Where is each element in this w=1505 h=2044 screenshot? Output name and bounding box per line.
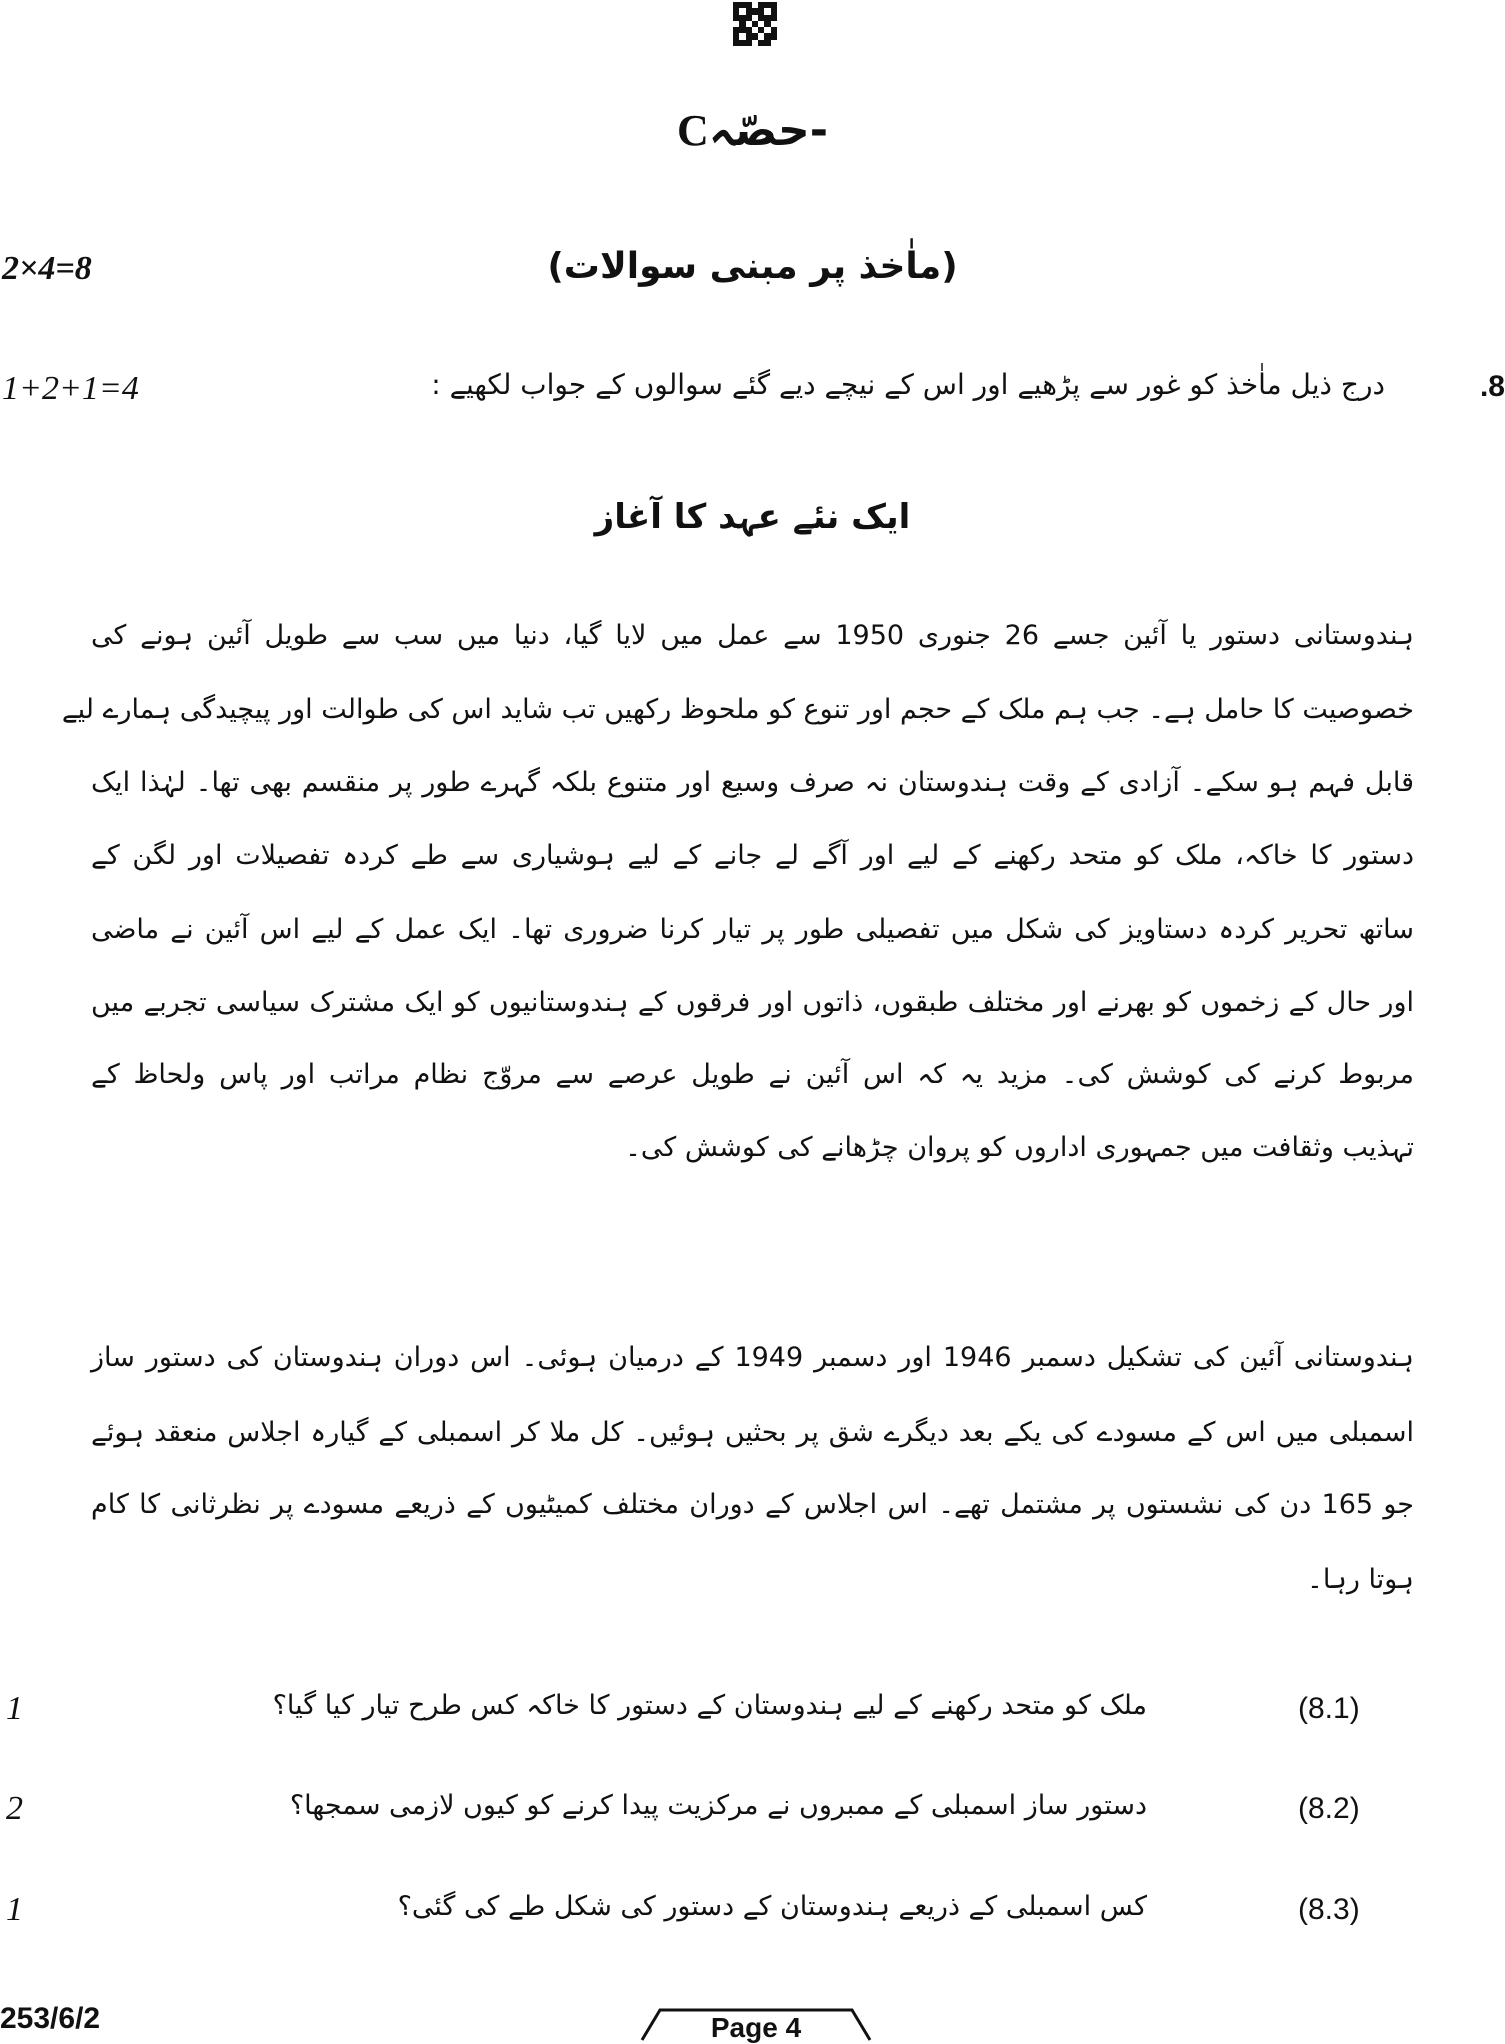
page-number-badge [640,2002,872,2042]
question-instruction: درج ذیل ماٰخذ کو غور سے پڑھیے اور اس کے نیچے دیے گئے سوالوں کے جواب لکھیے : [431,368,1385,401]
paragraph-line: ہندوستانی آئین کی تشکیل دسمبر 1946 اور دسمبر 1949 کے درمیان ہوئی۔ اس دوران ہندوستان کی دستور ساز [91,1342,1414,1373]
paragraph-line: قابل فہم ہو سکے۔ آزادی کے وقت ہندوستان نہ صرف وسیع اور متنوع بلکہ گہرے طور پر منقسم بھی تھا۔ لہٰذا ایک [91,767,1414,798]
paragraph-line: مربوط کرنے کی کوشش کی۔ مزید یہ کہ اس آئین نے طویل عرصے سے مروّج نظام مراتب اور پاس ولحاظ کے [91,1059,1414,1090]
section-label: حصّہ- [708,105,828,156]
subquestion-number: (8.1) [1298,1692,1360,1725]
paragraph-line: ساتھ تحریر کردہ دستاویز کی شکل میں تفصیلی طور پر تیار کرنا ضروری تھا۔ ایک عمل کے لیے اس آئین نے ماضی [91,914,1414,945]
subquestion-marks: 1 [6,1891,23,1928]
paragraph-line: ہوتا رہا۔ [1307,1564,1414,1595]
subquestion-marks: 1 [6,1690,23,1727]
page-number: Page 4 [710,2012,802,2043]
section-heading [0,105,1505,156]
section-marks: 2×4=8 [2,250,92,287]
section-letter: C [677,106,709,155]
subquestion-text: کس اسمبلی کے ذریعے ہندوستان کے دستور کی شکل طے کی گئی؟ [397,1891,1147,1922]
paper-code: 253/6/2 [0,2002,101,2035]
paragraph-line: خصوصیت کا حامل ہے۔ جب ہم ملک کے حجم اور تنوع کو ملحوظ رکھیں تب شاید اس کی طوالت اور پیچیدگی ہمارے لیے [61,694,1414,725]
subquestion-marks: 2 [6,1790,23,1827]
paragraph-line: ہندوستانی دستور یا آئین جسے 26 جنوری 1950 سے عمل میں لایا گیا، دنیا میں سب سے طویل آئین ہونے کی [91,620,1414,651]
subquestion-number: (8.3) [1298,1893,1360,1926]
paragraph-line: جو 165 دن کی نشستوں پر مشتمل تھے۔ اس اجلاس کے دوران مختلف کمیٹیوں کے ذریعے مسودے پر نظرثانی کا کام [91,1489,1414,1520]
subquestion-number: (8.2) [1298,1792,1360,1825]
source-based-questions-heading: (ماٰخذ پر مبنی سوالات) [547,246,958,287]
subquestion-text: دستور ساز اسمبلی کے ممبروں نے مرکزیت پیدا کرنے کو کیوں لازمی سمجھا؟ [289,1790,1147,1821]
paragraph-line: اور حال کے زخموں کو بھرنے اور مختلف طبقوں، ذاتوں اور فرقوں کے ہندوستانیوں کو ایک مشترک سیاسی تجربے میں [91,987,1414,1018]
question-marks: 1+2+1=4 [2,370,139,407]
paragraph-line: دستور کا خاکہ، ملک کو متحد رکھنے کے لیے اور آگے لے جانے کے لیے ہوشیاری سے طے کردہ تفصیلات اور لگن کے [91,840,1414,871]
paragraph-line: تہذیب وثقافت میں جمہوری اداروں کو پروان چڑھانے کی کوشش کی۔ [625,1132,1414,1163]
source-title: ایک نئے عہد کا آغاز [594,497,911,537]
subquestion-text: ملک کو متحد رکھنے کے لیے ہندوستان کے دستور کا خاکہ کس طرح تیار کیا گیا؟ [272,1690,1147,1721]
paragraph-line: اسمبلی میں اس کے مسودے کی یکے بعد دیگرے شق پر بحثیں ہوئیں۔ کل ملا کر اسمبلی کے گیارہ اجلاس منعقد ہوئے [91,1417,1414,1448]
question-number: .8 [1479,370,1505,403]
qr-code [733,2,777,46]
